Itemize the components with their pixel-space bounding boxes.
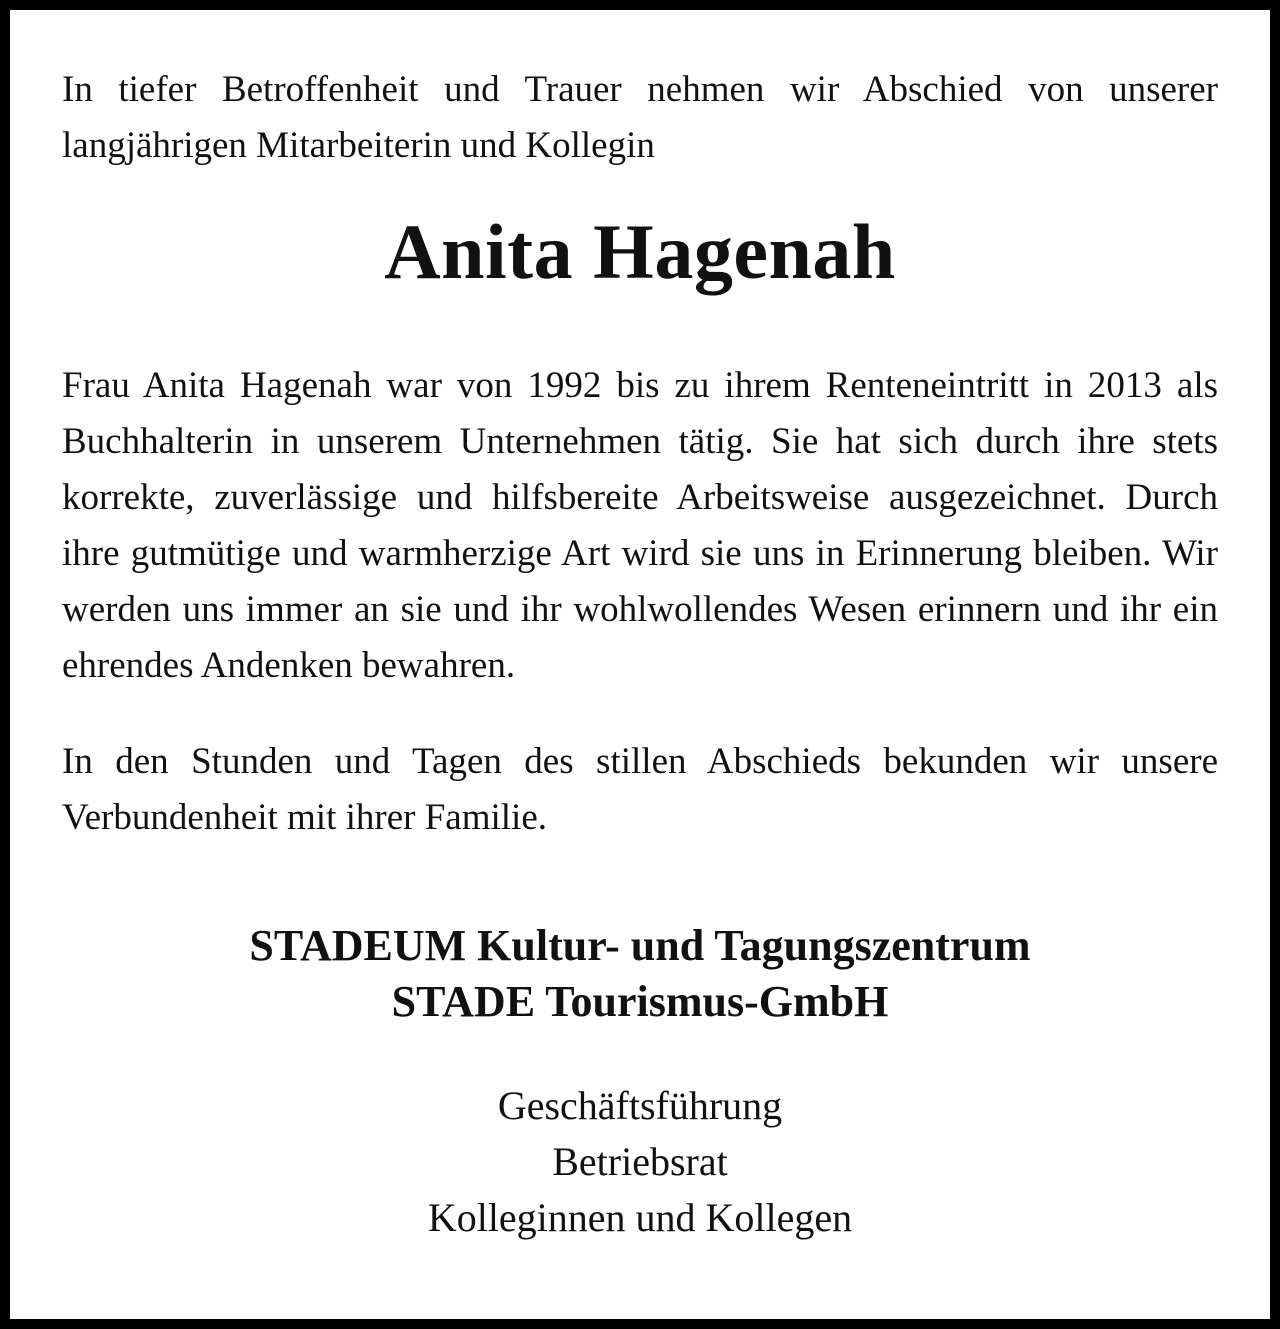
obituary-content xyxy=(62,62,1218,1246)
deceased-name: Anita Hagenah xyxy=(384,208,896,295)
closing-text: In den Stunden und Tagen des stillen Abschieds bekunden wir unsere Verbundenheit mit ihrer Familie. xyxy=(62,741,1218,838)
signers-block xyxy=(62,1078,1218,1246)
organization-name: STADEUM Kultur- und Tagungszentrum xyxy=(249,921,1031,970)
signer-line: Geschäftsführung xyxy=(497,1083,783,1128)
signer-line: Betriebsrat xyxy=(552,1139,728,1184)
body-text: Frau Anita Hagenah war von 1992 bis zu ihrem Renteneintritt in 2013 als Buchhalterin in unserem Unternehmen tätig. Sie hat sich durch ihre stets korrekte, zuverlässige und hilfsbereite Arbeitsweise ausgezeichnet. Durch ihre gutmütige und warmherzige Art wird sie uns in Erinnerung bleiben. Wir werden uns immer an sie und ihr wohlwollendes Wesen erinnern und ihr ein ehrendes Andenken bewahren. xyxy=(62,365,1218,686)
organization-name: STADE Tourismus-GmbH xyxy=(391,977,889,1026)
organizations-block xyxy=(62,918,1218,1030)
intro-text: In tiefer Betroffenheit und Trauer nehmen wir Abschied von unserer langjährigen Mitarbeiterin und Kollegin xyxy=(62,69,1218,166)
signer-line: Kolleginnen und Kollegen xyxy=(427,1195,853,1240)
